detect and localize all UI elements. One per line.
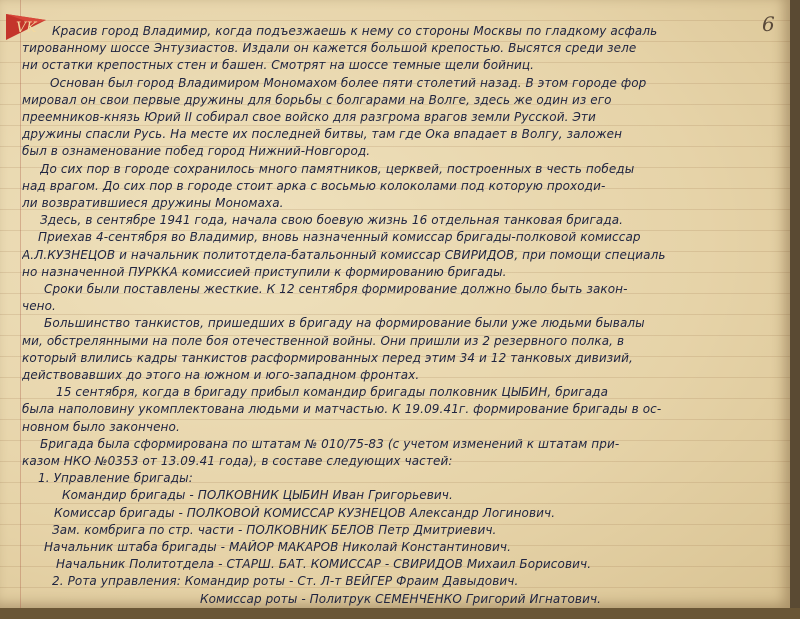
text-line: Командир бригады - ПОЛКОВНИК ЦЫБИН Иван Григорьевич. [62, 488, 453, 503]
text-line: Начальник Политотдела - СТАРШ. БАТ. КОМИССАР - СВИРИДОВ Михаил Борисович. [56, 557, 592, 572]
text-line: Комиссар бригады - ПОЛКОВОЙ КОМИССАР КУЗНЕЦОВ Александр Логинович. [54, 505, 556, 520]
text-line: который влились кадры танкистов расформированных перед этим 34 и 12 танковых дивизий, [22, 350, 633, 365]
text-line: Большинство танкистов, пришедших в бригаду на формирование были уже людьми бывалы [44, 316, 645, 331]
text-line: действовавших до этого на южном и юго-западном фронтах. [22, 368, 420, 382]
text-line: А.Л.КУЗНЕЦОВ и начальник политотдела-батальонный комиссар СВИРИДОВ, при помощи специаль [22, 247, 666, 262]
text-line: Приехав 4-сентября во Владимир, вновь назначенный комиссар бригады-полковой комиссар [38, 230, 641, 245]
text-line: Красив город Владимир, когда подъезжаешь к нему со стороны Москвы по гладкому асфаль [52, 24, 658, 38]
page-bottom-edge [0, 608, 800, 619]
text-line: ми, обстрелянными на поле боя отечественной войны. Они пришли из 2 резервного полка, в [22, 333, 625, 348]
text-line: Бригада была сформирована по штатам № 010/75-83 (с учетом изменений к штатам при- [40, 436, 620, 451]
text-line: 2. Рота управления: Командир роты - Ст. Л-т ВЕЙГЕР Фраим Давыдович. [52, 574, 519, 589]
text-line: Зам. комбрига по стр. части - ПОЛКОВНИК БЕЛОВ Петр Дмитриевич. [52, 522, 497, 537]
text-line: но назначенной ПУРККА комиссией приступили к формированию бригады. [22, 264, 507, 279]
text-line: Комиссар роты - Политрук СЕМЕНЧЕНКО Григорий Игнатович. [200, 591, 602, 606]
text-line: мировал он свои первые дружины для борьбы с болгарами на Волге, здесь же один из его [22, 92, 612, 107]
text-line: преемников-князь Юрий II собирал свое войско для разгрома врагов земли Русской. Эти [22, 110, 596, 124]
page-number: 6 [762, 12, 775, 36]
text-line: казом НКО №0353 от 13.09.41 года), в составе следующих частей: [22, 454, 453, 468]
text-line: над врагом. До сих пор в городе стоит арка с восьмью колоколами под которую проходи- [22, 178, 606, 193]
text-line: ли возвратившиеся дружины Мономаха. [22, 196, 284, 210]
text-line: был в ознаменование побед город Нижний-Новгород. [22, 144, 371, 159]
page-edge [790, 0, 800, 619]
text-line: ни остатки крепостных стен и башен. Смотрят на шоссе темные щели бойниц. [22, 58, 535, 73]
text-line: 15 сентября, когда в бригаду прибыл командир бригады полковник ЦЫБИН, бригада [56, 385, 609, 400]
text-line: Сроки были поставлены жесткие. К 12 сентября формирование должно было быть закон- [44, 282, 628, 296]
text-line: тированному шоссе Энтузиастов. Издали он кажется большой крепостью. Высятся среди зеле [22, 41, 637, 56]
text-line: Здесь, в сентябре 1941 года, начала свою боевую жизнь 16 отдельная танковая бригада. [40, 213, 624, 228]
text-line: новном было закончено. [22, 419, 180, 434]
text-line: была наполовину укомплектована людьми и матчастью. К 19.09.41г. формирование бригады в ос- [22, 402, 662, 417]
text-line: Начальник штаба бригады - МАЙОР МАКАРОВ Николай Константинович. [44, 540, 512, 554]
text-line: До сих пор в городе сохранилось много памятников, церквей, построенных в честь победы [40, 161, 635, 176]
text-line: дружины спасли Русь. На месте их последней битвы, там где Ока впадает в Волгу, заложен [22, 127, 623, 142]
text-line: Основан был город Владимиром Мономахом более пяти столетий назад. В этом городе фор [50, 75, 647, 90]
logo-text: VK [16, 20, 37, 36]
text-line: 1. Управление бригады: [38, 471, 193, 486]
text-line: чено. [22, 299, 56, 314]
